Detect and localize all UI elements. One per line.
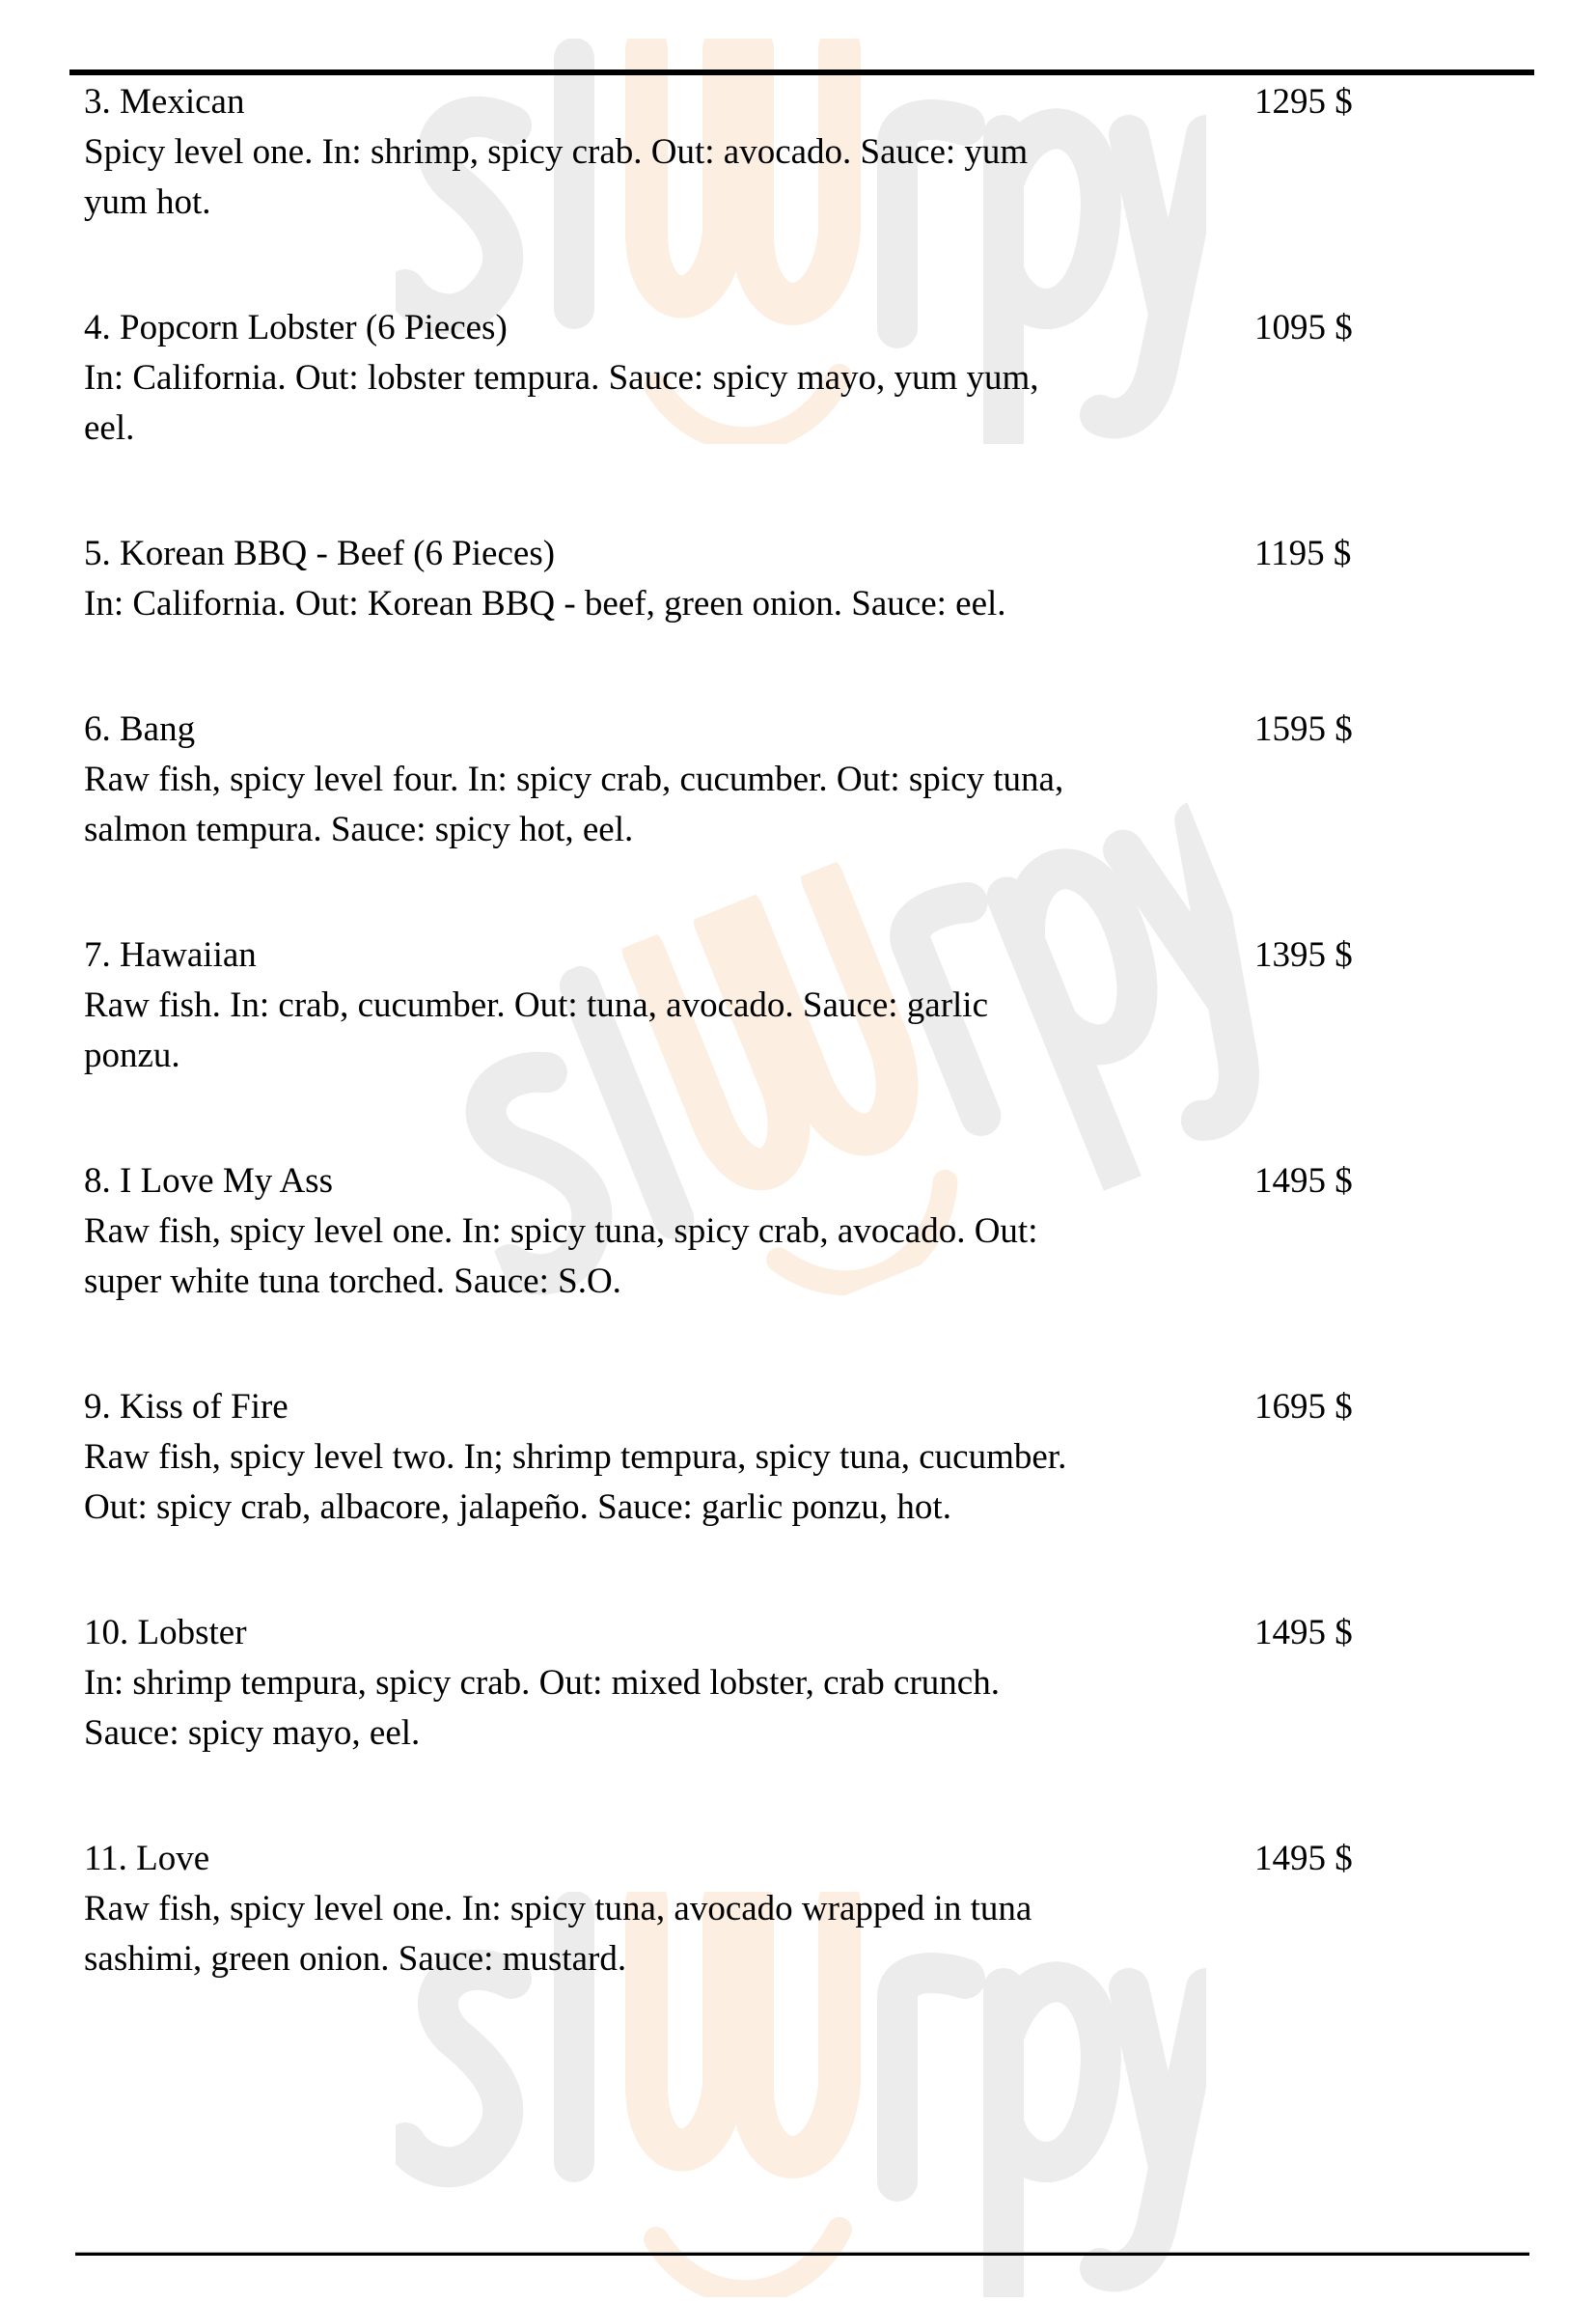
item-description: Raw fish, spicy level four. In: spicy crab, cucumber. Out: spicy tuna, salmon tempura. Sauce: spicy hot, eel. [84, 760, 1064, 849]
item-description: Raw fish. In: crab, cucumber. Out: tuna, avocado. Sauce: garlic ponzu. [84, 985, 989, 1075]
item-description: Raw fish, spicy level one. In: spicy tuna, spicy crab, avocado. Out: super white tuna torched. Sauce: S.O. [84, 1211, 1038, 1301]
item-details [84, 1382, 1242, 1533]
item-price: 1095 $ [1254, 308, 1353, 347]
item-price: 1195 $ [1254, 534, 1352, 573]
item-details [84, 1608, 1242, 1759]
menu-item [84, 77, 1512, 228]
menu-item [84, 1382, 1512, 1533]
item-price: 1395 $ [1254, 935, 1353, 975]
item-description: Raw fish, spicy level one. In: spicy tuna, avocado wrapped in tuna sashimi, green onion. Sauce: mustard. [84, 1889, 1032, 1979]
menu-item [84, 930, 1512, 1081]
item-name: 5. Korean BBQ - Beef (6 Pieces) [84, 534, 556, 573]
item-description: Spicy level one. In: shrimp, spicy crab. Out: avocado. Sauce: yum yum hot. [84, 132, 1029, 222]
item-details [84, 303, 1242, 454]
item-name: 7. Hawaiian [84, 935, 257, 975]
item-name: 10. Lobster [84, 1613, 247, 1652]
item-description: Raw fish, spicy level two. In; shrimp tempura, spicy tuna, cucumber. Out: spicy crab, albacore, jalapeño. Sauce: garlic ponzu, hot. [84, 1437, 1067, 1527]
item-price: 1495 $ [1254, 1613, 1353, 1652]
item-details [84, 1156, 1242, 1307]
item-details [84, 1834, 1242, 1984]
bottom-divider [75, 2252, 1529, 2256]
menu-item [84, 1608, 1512, 1759]
menu-list [84, 77, 1512, 2060]
item-details [84, 705, 1242, 855]
menu-item [84, 1156, 1512, 1307]
item-name: 9. Kiss of Fire [84, 1387, 289, 1427]
menu-item [84, 705, 1512, 855]
item-details [84, 930, 1242, 1081]
item-name: 6. Bang [84, 709, 196, 749]
item-details [84, 77, 1242, 228]
item-name: 8. I Love My Ass [84, 1161, 333, 1201]
item-price: 1495 $ [1254, 1839, 1353, 1878]
item-name: 11. Love [84, 1839, 210, 1878]
menu-item [84, 529, 1512, 629]
item-price: 1295 $ [1254, 82, 1353, 122]
item-details [84, 529, 1242, 629]
item-price: 1695 $ [1254, 1387, 1353, 1427]
item-description: In: California. Out: lobster tempura. Sauce: spicy mayo, yum yum, eel. [84, 358, 1039, 448]
menu-item [84, 1834, 1512, 1984]
menu-item [84, 303, 1512, 454]
item-name: 3. Mexican [84, 82, 245, 122]
item-description: In: shrimp tempura, spicy crab. Out: mixed lobster, crab crunch. Sauce: spicy mayo, eel. [84, 1663, 1000, 1753]
item-description: In: California. Out: Korean BBQ - beef, green onion. Sauce: eel. [84, 584, 1006, 624]
item-price: 1495 $ [1254, 1161, 1353, 1201]
top-divider [69, 69, 1534, 75]
item-price: 1595 $ [1254, 709, 1353, 749]
item-name: 4. Popcorn Lobster (6 Pieces) [84, 308, 508, 347]
